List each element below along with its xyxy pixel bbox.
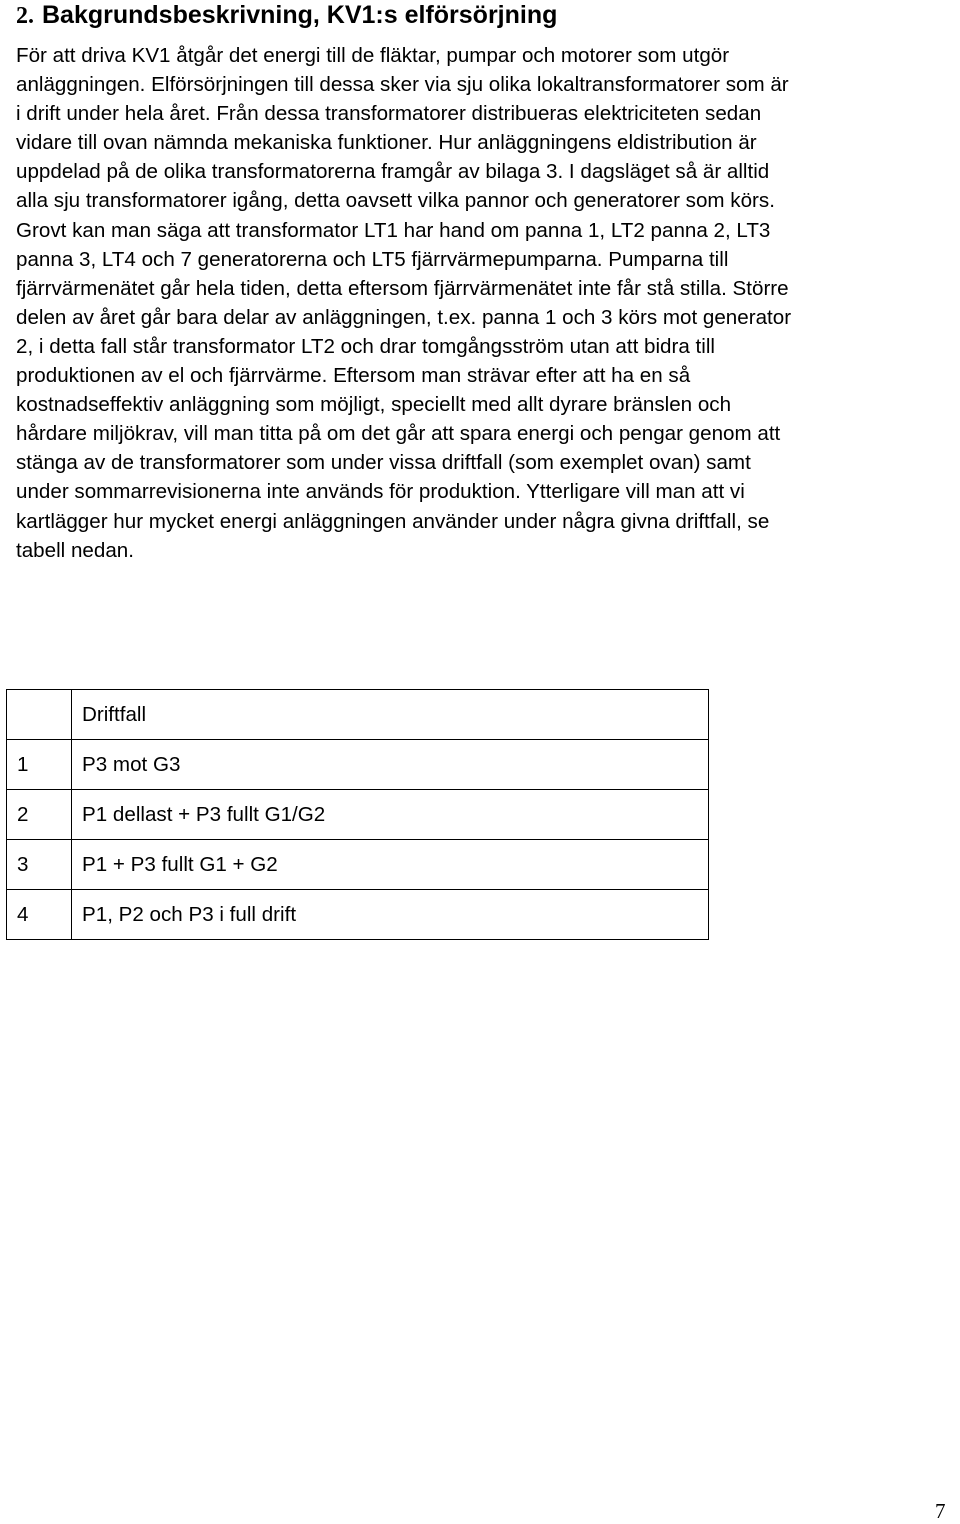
paragraph-line: panna 3, LT4 och 7 generatorerna och LT5 fjärrvärmepumparna. Pumparna till — [16, 247, 729, 271]
table-cell-index: 1 — [7, 740, 72, 790]
table-row — [7, 740, 709, 790]
section-heading — [16, 0, 557, 30]
section-number: 2. — [16, 3, 34, 29]
table-cell-index: 2 — [7, 790, 72, 840]
table-cell-index: 4 — [7, 890, 72, 940]
table-header-cell-index — [7, 690, 72, 740]
driftfall-table — [6, 689, 709, 940]
paragraph-line: 2, i detta fall står transformator LT2 och drar tomgångsström utan att bidra till — [16, 334, 715, 358]
section-title: Bakgrundsbeskrivning, KV1:s elförsörjning — [42, 1, 558, 29]
paragraph-line: För att driva KV1 åtgår det energi till de fläktar, pumpar och motorer som utgör — [16, 44, 730, 67]
paragraph-line: Grovt kan man säga att transformator LT1 har hand om panna 1, LT2 panna 2, LT3 — [16, 218, 771, 242]
body-paragraph — [16, 41, 960, 565]
paragraph-line: uppdelad på de olika transformatorerna framgår av bilaga 3. I dagsläget så är alltid — [16, 160, 770, 184]
paragraph-line: kostnadseffektiv anläggning som möjligt, speciellt med allt dyrare bränslen och — [16, 393, 732, 417]
paragraph-line: under sommarrevisionerna inte används för produktion. Ytterligare vill man att vi — [16, 480, 745, 504]
paragraph-line: fjärrvärmenätet går hela tiden, detta eftersom fjärrvärmenätet inte får stå stilla. Större — [16, 276, 789, 300]
paragraph-line: alla sju transformatorer igång, detta oavsett vilka pannor och generatorer som körs. — [16, 189, 775, 213]
table-cell-index: 3 — [7, 840, 72, 890]
paragraph-line: kartlägger hur mycket energi anläggningen använder under några givna driftfall, se — [16, 509, 770, 533]
paragraph-line: vidare till ovan nämnda mekaniska funktioner. Hur anläggningens eldistribution är — [16, 131, 757, 155]
table-cell-driftfall: P1, P2 och P3 i full drift — [72, 890, 709, 940]
paragraph-line: hårdare miljökrav, vill man titta på om det går att spara energi och pengar genom att — [16, 422, 781, 446]
paragraph-line: produktionen av el och fjärrvärme. Eftersom man strävar efter att ha en så — [16, 364, 691, 388]
paragraph-line: tabell nedan. — [16, 538, 134, 562]
table-row — [7, 790, 709, 840]
table-cell-driftfall: P1 dellast + P3 fullt G1/G2 — [72, 790, 709, 840]
paragraph-line: anläggningen. Elförsörjningen till dessa sker via sju olika lokaltransformatorer som är — [16, 73, 789, 97]
paragraph-line: delen av året går bara delar av anläggningen, t.ex. panna 1 och 3 körs mot generator — [16, 305, 792, 329]
paragraph-line: stänga av de transformatorer som under vissa driftfall (som exemplet ovan) samt — [16, 451, 751, 475]
table-header-cell-driftfall: Driftfall — [72, 690, 709, 740]
table-cell-driftfall: P1 + P3 fullt G1 + G2 — [72, 840, 709, 890]
table-cell-driftfall: P3 mot G3 — [72, 740, 709, 790]
page-number: 7 — [935, 1499, 946, 1523]
table-row — [7, 890, 709, 940]
table-row — [7, 840, 709, 890]
table-header-row — [7, 690, 709, 740]
paragraph-line: i drift under hela året. Från dessa transformatorer distribueras elektriciteten sedan — [16, 102, 762, 126]
